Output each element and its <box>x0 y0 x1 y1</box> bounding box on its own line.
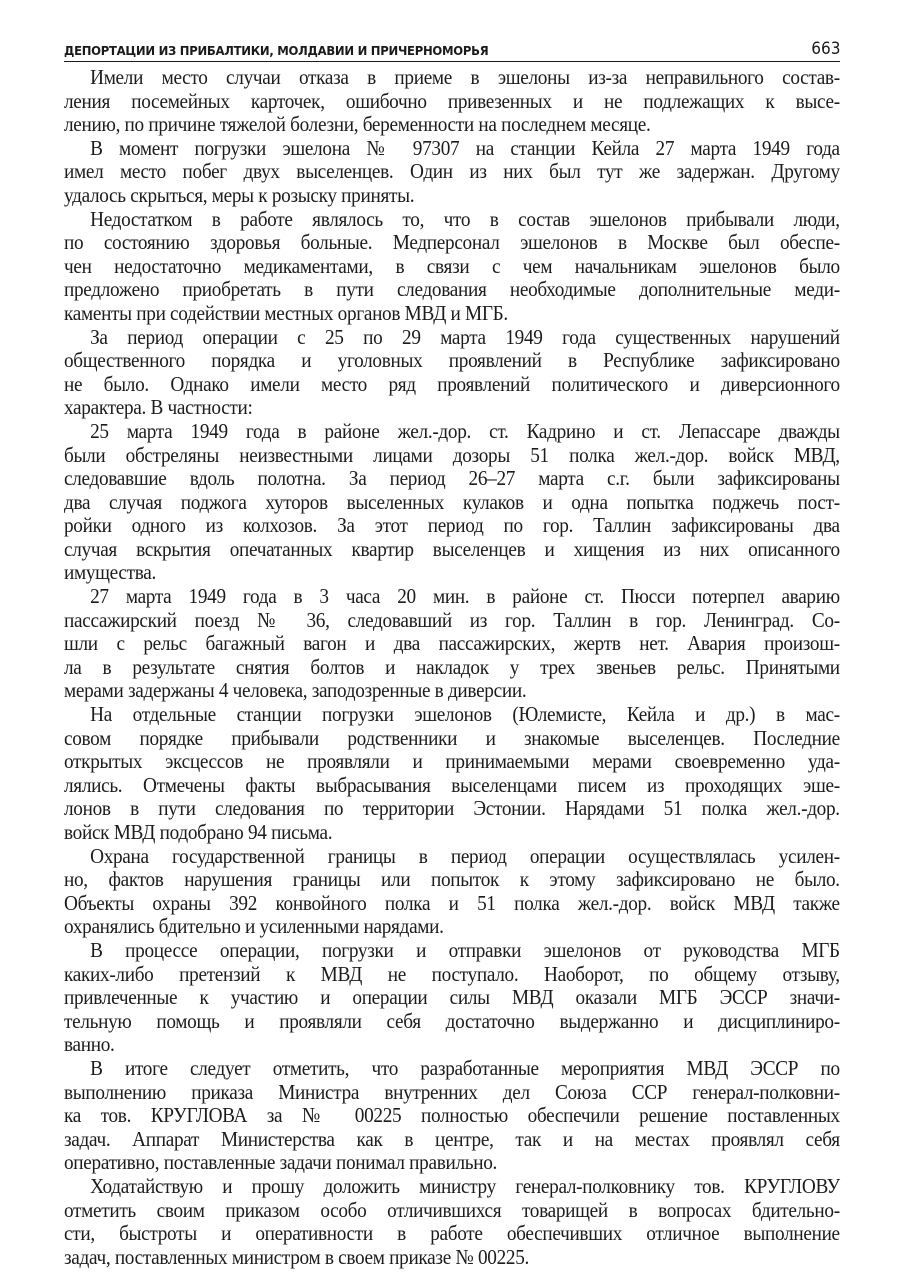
text-line: открытых эксцессов не проявляли и принимаемыми мерами своевременно уда- <box>64 749 840 774</box>
text-line: лонов в пути следования по территории Эстонии. Нарядами 51 полка жел.-дор. <box>64 796 840 821</box>
text-line: тельную помощь и проявляли себя достаточно выдержанно и дисциплиниро- <box>64 1008 840 1033</box>
text-line: шли с рельс багажный вагон и два пассажирских, жертв нет. Авария произош- <box>64 631 840 656</box>
text-line: Объекты охраны 392 конвойного полка и 51 полка жел.-дор. войск МВД также <box>64 890 840 915</box>
paragraph <box>64 1057 840 1175</box>
text-line: по состоянию здоровья больные. Медперсонал эшелонов в Москве был обеспе- <box>64 230 840 255</box>
text-line: задач, поставленных министром в своем приказе № 00225. <box>64 1244 530 1269</box>
text-line: ка тов. КРУГЛОВА за № 00225 полностью обеспечили решение поставленных <box>64 1103 840 1128</box>
text-line: Ходатайствую и прошу доложить министру генерал-полковнику тов. КРУГЛОВУ <box>90 1173 840 1198</box>
text-line: В момент погрузки эшелона № 97307 на станции Кейла 27 марта 1949 года <box>90 135 840 160</box>
paragraph <box>64 845 840 939</box>
text-line: имущества. <box>64 560 156 585</box>
text-line: отметить своим приказом особо отличившихся товарищей в вопросах бдительно- <box>64 1197 840 1222</box>
text-line: ройки одного из колхозов. За этот период по гор. Таллин зафиксированы два <box>64 513 840 538</box>
text-line: оперативно, поставленные задачи понимал правильно. <box>64 1150 498 1175</box>
text-line: В процессе операции, погрузки и отправки эшелонов от руководства МГБ <box>90 937 840 962</box>
text-line: 25 марта 1949 года в районе жел.-дор. ст. Кадрино и ст. Лепассаре дважды <box>90 418 840 443</box>
text-line: чен недостаточно медикаментами, в связи с чем начальникам эшелонов было <box>64 253 840 278</box>
text-line: ла в результате снятия болтов и накладок у трех звеньев рельс. Принятыми <box>64 654 840 679</box>
body-text <box>64 66 840 1269</box>
text-line: ления посемейных карточек, ошибочно привезенных и не подлежащих к высе- <box>64 88 840 113</box>
text-line: ванно. <box>64 1032 115 1057</box>
text-line: Недостатком в работе являлось то, что в состав эшелонов прибывали люди, <box>90 206 840 231</box>
text-line: Имели место случаи отказа в приеме в эшелоны из-за неправильного состав- <box>90 65 840 89</box>
text-line: каких-либо претензий к МВД не поступало. Наоборот, по общему отзыву, <box>64 961 840 986</box>
text-line: В итоге следует отметить, что разработанные мероприятия МВД ЭССР по <box>90 1055 840 1080</box>
text-line: мерами задержаны 4 человека, заподозренные в диверсии. <box>64 678 527 703</box>
text-line: случая вскрытия опечатанных квартир выселенцев и хищения из них описанного <box>64 536 840 561</box>
text-line: выполнению приказа Министра внутренних дел Союза ССР генерал-полковни- <box>64 1079 840 1104</box>
running-head <box>64 36 840 62</box>
text-line: совом порядке прибывали родственники и знакомые выселенцев. Последние <box>64 725 840 750</box>
text-line: но, фактов нарушения границы или попыток к этому зафиксировано не было. <box>64 867 840 892</box>
text-line: не было. Однако имели место ряд проявлений политического и диверсионного <box>64 371 840 396</box>
text-line: имел место побег двух выселенцев. Один из них был тут же задержан. Другому <box>64 159 840 184</box>
paragraph <box>64 939 840 1057</box>
paragraph <box>64 66 840 137</box>
text-line: пассажирский поезд № 36, следовавший из гор. Таллин в гор. Ленинград. Со- <box>64 607 840 632</box>
running-head-title: ДЕПОРТАЦИИ ИЗ ПРИБАЛТИКИ, МОЛДАВИИ И ПРИЧЕРНОМОРЬЯ <box>64 43 489 58</box>
paragraph <box>64 420 840 585</box>
paragraph <box>64 326 840 420</box>
text-line: лению, по причине тяжелой болезни, беременности на последнем месяце. <box>64 112 651 137</box>
paragraph <box>64 208 840 326</box>
text-line: два случая поджога хуторов выселенных кулаков и одна попытка поджечь пост- <box>64 489 840 514</box>
text-line: удалось скрыться, меры к розыску приняты. <box>64 182 415 207</box>
text-line: охранялись бдительно и усиленными нарядами. <box>64 914 444 939</box>
document-page <box>64 36 840 1269</box>
paragraph <box>64 585 840 703</box>
text-line: лялись. Отмечены факты выбрасывания выселенцами писем из проходящих эше- <box>64 772 840 797</box>
text-line: сти, быстроты и оперативности в работе обеспечивших отличное выполнение <box>64 1221 840 1246</box>
paragraph <box>64 703 840 845</box>
paragraph <box>64 137 840 208</box>
text-line: предложено приобретать в пути следования необходимые дополнительные меди- <box>64 277 840 302</box>
text-line: были обстреляны неизвестными лицами дозоры 51 полка жел.-дор. войск МВД, <box>64 442 840 467</box>
text-line: привлеченные к участию и операции силы МВД оказали МГБ ЭССР значи- <box>64 985 840 1010</box>
text-line: войск МВД подобрано 94 письма. <box>64 820 333 844</box>
text-line: На отдельные станции погрузки эшелонов (Юлемисте, Кейла и др.) в мас- <box>90 702 840 727</box>
text-line: За период операции с 25 по 29 марта 1949 года существенных нарушений <box>90 324 840 349</box>
text-line: 27 марта 1949 года в 3 часа 20 мин. в районе ст. Пюсси потерпел аварию <box>90 584 840 609</box>
text-line: характера. В частности: <box>64 395 253 420</box>
paragraph <box>64 1175 840 1269</box>
text-line: следовавшие вдоль полотна. За период 26–27 марта с.г. были зафиксированы <box>64 466 840 491</box>
page-number: 663 <box>810 39 840 59</box>
text-line: каменты при содействии местных органов МВД и МГБ. <box>64 300 508 325</box>
text-line: Охрана государственной границы в период операции осуществлялась усилен- <box>90 843 840 868</box>
text-line: задач. Аппарат Министерства как в центре, так и на местах проявлял себя <box>64 1126 840 1151</box>
text-line: общественного порядка и уголовных проявлений в Республике зафиксировано <box>64 348 840 373</box>
